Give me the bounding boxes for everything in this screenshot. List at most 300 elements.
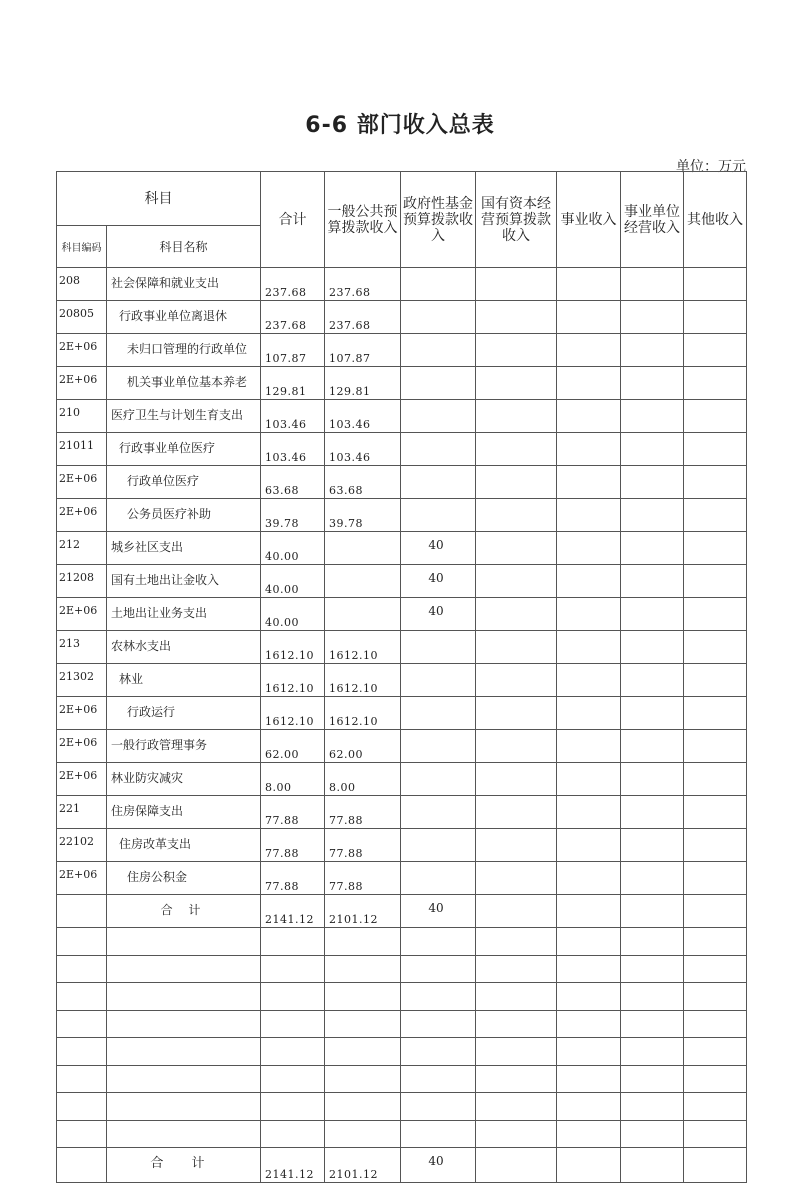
unit-label: 单位：万元 — [676, 159, 746, 175]
cell-general-budget: 77.88 — [325, 796, 401, 829]
cell-total: 77.88 — [261, 862, 325, 895]
cell-empty — [684, 631, 747, 664]
table-row — [57, 532, 747, 565]
cell-empty — [621, 730, 684, 763]
cell-empty — [621, 664, 684, 697]
cell-empty — [621, 334, 684, 367]
table-row — [57, 367, 747, 400]
cell-empty — [107, 983, 261, 1011]
cell-gov-fund — [401, 301, 476, 334]
cell-empty — [476, 631, 557, 664]
cell-general-budget: 63.68 — [325, 466, 401, 499]
cell-empty — [621, 1120, 684, 1148]
cell-code: 20805 — [57, 301, 107, 334]
header-other: 其他收入 — [684, 172, 747, 268]
blank-row — [57, 1038, 747, 1066]
cell-code: 21302 — [57, 664, 107, 697]
cell-gov-fund — [401, 631, 476, 664]
cell-empty — [684, 895, 747, 928]
cell-empty — [557, 664, 621, 697]
cell-empty — [684, 466, 747, 499]
cell-general-budget: 1612.10 — [325, 697, 401, 730]
cell-general-budget — [325, 532, 401, 565]
cell-empty — [476, 983, 557, 1011]
blank-row — [57, 1093, 747, 1121]
cell-empty — [684, 697, 747, 730]
blank-row — [57, 1065, 747, 1093]
cell-general-budget: 39.78 — [325, 499, 401, 532]
cell-name: 林业 — [107, 664, 261, 697]
cell-name: 行政单位医疗 — [107, 466, 261, 499]
cell-general-budget — [325, 565, 401, 598]
cell-empty — [557, 433, 621, 466]
cell-empty — [107, 1120, 261, 1148]
cell-name: 土地出让业务支出 — [107, 598, 261, 631]
cell-name: 农林水支出 — [107, 631, 261, 664]
cell-name: 行政事业单位离退休 — [107, 301, 261, 334]
cell-empty — [621, 301, 684, 334]
cell-name: 医疗卫生与计划生育支出 — [107, 400, 261, 433]
table-row — [57, 433, 747, 466]
cell-empty — [621, 466, 684, 499]
cell-empty — [476, 433, 557, 466]
cell-empty — [476, 763, 557, 796]
cell-empty — [557, 796, 621, 829]
cell-empty — [621, 631, 684, 664]
cell-gov-fund: 40 — [401, 565, 476, 598]
cell-empty — [621, 955, 684, 983]
cell-empty — [401, 1065, 476, 1093]
cell-empty — [684, 1010, 747, 1038]
cell-total: 237.68 — [261, 268, 325, 301]
cell-empty — [621, 433, 684, 466]
cell-empty — [476, 955, 557, 983]
cell-general-budget — [325, 598, 401, 631]
table-row — [57, 631, 747, 664]
cell-empty — [684, 499, 747, 532]
cell-empty — [621, 895, 684, 928]
cell-total: 1612.10 — [261, 697, 325, 730]
cell-empty — [557, 829, 621, 862]
cell-empty — [325, 955, 401, 983]
cell-code: 2E+06 — [57, 763, 107, 796]
cell-total: 63.68 — [261, 466, 325, 499]
header-total: 合计 — [261, 172, 325, 268]
cell-name: 公务员医疗补助 — [107, 499, 261, 532]
cell-empty — [57, 1010, 107, 1038]
cell-empty — [557, 631, 621, 664]
cell-empty — [401, 983, 476, 1011]
cell-empty — [621, 862, 684, 895]
cell-empty — [401, 1093, 476, 1121]
cell-empty — [621, 1148, 684, 1183]
cell-empty — [684, 367, 747, 400]
cell-total: 237.68 — [261, 301, 325, 334]
cell-empty — [325, 1065, 401, 1093]
cell-general-budget: 103.46 — [325, 400, 401, 433]
cell-name: 未归口管理的行政单位 — [107, 334, 261, 367]
table-row — [57, 334, 747, 367]
cell-empty — [476, 565, 557, 598]
cell-empty — [684, 983, 747, 1011]
header-business-income: 事业收入 — [557, 172, 621, 268]
cell-empty — [621, 532, 684, 565]
table-row — [57, 565, 747, 598]
subtotal-gov-fund: 40 — [401, 895, 476, 928]
cell-total: 107.87 — [261, 334, 325, 367]
table-row — [57, 466, 747, 499]
cell-name: 行政事业单位医疗 — [107, 433, 261, 466]
cell-empty — [401, 1120, 476, 1148]
cell-general-budget: 8.00 — [325, 763, 401, 796]
cell-name: 机关事业单位基本养老 — [107, 367, 261, 400]
cell-code: 2E+06 — [57, 730, 107, 763]
cell-total: 77.88 — [261, 829, 325, 862]
cell-empty — [476, 1148, 557, 1183]
cell-empty — [476, 796, 557, 829]
table-row — [57, 697, 747, 730]
cell-name: 林业防灾减灾 — [107, 763, 261, 796]
cell-general-budget: 62.00 — [325, 730, 401, 763]
subtotal-general-budget: 2101.12 — [325, 895, 401, 928]
cell-empty — [107, 928, 261, 956]
subtotal-total: 2141.12 — [261, 895, 325, 928]
cell-empty — [107, 1093, 261, 1121]
cell-name: 国有土地出让金收入 — [107, 565, 261, 598]
cell-code: 212 — [57, 532, 107, 565]
cell-empty — [621, 367, 684, 400]
cell-empty — [57, 1148, 107, 1183]
cell-code: 2E+06 — [57, 367, 107, 400]
cell-empty — [476, 730, 557, 763]
cell-gov-fund — [401, 433, 476, 466]
header-state-capital: 国有资本经营预算拨款收入 — [476, 172, 557, 268]
income-summary-table — [56, 171, 747, 1183]
cell-empty — [57, 1093, 107, 1121]
cell-code: 2E+06 — [57, 334, 107, 367]
cell-code: 21208 — [57, 565, 107, 598]
cell-total: 62.00 — [261, 730, 325, 763]
cell-empty — [557, 466, 621, 499]
blank-row — [57, 928, 747, 956]
cell-empty — [621, 796, 684, 829]
cell-code: 221 — [57, 796, 107, 829]
cell-empty — [476, 334, 557, 367]
cell-empty — [476, 862, 557, 895]
table-row — [57, 301, 747, 334]
cell-empty — [557, 1120, 621, 1148]
cell-empty — [621, 400, 684, 433]
cell-empty — [476, 598, 557, 631]
cell-empty — [476, 895, 557, 928]
cell-empty — [621, 1010, 684, 1038]
cell-general-budget: 237.68 — [325, 301, 401, 334]
cell-empty — [325, 1120, 401, 1148]
table-row — [57, 763, 747, 796]
cell-empty — [557, 499, 621, 532]
page-title: 6-6 部门收入总表 — [305, 113, 495, 138]
cell-empty — [476, 1065, 557, 1093]
cell-empty — [621, 1065, 684, 1093]
cell-empty — [621, 697, 684, 730]
cell-gov-fund — [401, 334, 476, 367]
cell-empty — [684, 796, 747, 829]
cell-empty — [557, 334, 621, 367]
cell-empty — [557, 367, 621, 400]
blank-row — [57, 983, 747, 1011]
cell-code: 21011 — [57, 433, 107, 466]
cell-empty — [476, 466, 557, 499]
table-row — [57, 796, 747, 829]
cell-name: 住房保障支出 — [107, 796, 261, 829]
cell-empty — [476, 1010, 557, 1038]
cell-empty — [621, 565, 684, 598]
cell-empty — [107, 1010, 261, 1038]
cell-gov-fund — [401, 499, 476, 532]
cell-empty — [261, 983, 325, 1011]
header-general-budget: 一般公共预算拨款收入 — [325, 172, 401, 268]
cell-empty — [684, 664, 747, 697]
cell-empty — [261, 1120, 325, 1148]
cell-general-budget: 77.88 — [325, 829, 401, 862]
cell-empty — [107, 1038, 261, 1066]
cell-empty — [684, 268, 747, 301]
cell-code: 210 — [57, 400, 107, 433]
cell-total: 1612.10 — [261, 664, 325, 697]
cell-empty — [621, 983, 684, 1011]
cell-code: 2E+06 — [57, 466, 107, 499]
cell-empty — [684, 598, 747, 631]
table-row — [57, 400, 747, 433]
cell-empty — [621, 598, 684, 631]
cell-empty — [476, 400, 557, 433]
cell-name: 城乡社区支出 — [107, 532, 261, 565]
cell-general-budget: 1612.10 — [325, 664, 401, 697]
cell-empty — [557, 598, 621, 631]
cell-total: 103.46 — [261, 400, 325, 433]
header-subject: 科目 — [57, 172, 261, 226]
cell-empty — [684, 763, 747, 796]
cell-empty — [684, 829, 747, 862]
blank-row — [57, 1120, 747, 1148]
cell-empty — [57, 1065, 107, 1093]
cell-empty — [401, 928, 476, 956]
cell-empty — [401, 1010, 476, 1038]
cell-empty — [325, 1093, 401, 1121]
cell-empty — [684, 730, 747, 763]
blank-row — [57, 955, 747, 983]
cell-gov-fund — [401, 664, 476, 697]
cell-empty — [557, 862, 621, 895]
cell-empty — [57, 928, 107, 956]
cell-empty — [557, 268, 621, 301]
cell-gov-fund — [401, 268, 476, 301]
cell-gov-fund — [401, 796, 476, 829]
cell-general-budget: 237.68 — [325, 268, 401, 301]
cell-empty — [557, 895, 621, 928]
cell-name: 住房改革支出 — [107, 829, 261, 862]
header-code: 科目编码 — [57, 226, 107, 268]
cell-gov-fund: 40 — [401, 598, 476, 631]
cell-code: 2E+06 — [57, 499, 107, 532]
cell-empty — [621, 928, 684, 956]
cell-gov-fund — [401, 829, 476, 862]
grand-total-label: 合 计 — [107, 1148, 261, 1183]
cell-total: 40.00 — [261, 565, 325, 598]
cell-empty — [621, 1093, 684, 1121]
cell-empty — [557, 1093, 621, 1121]
subtotal-row — [57, 895, 747, 928]
cell-empty — [557, 1010, 621, 1038]
cell-empty — [621, 763, 684, 796]
cell-empty — [401, 955, 476, 983]
cell-empty — [621, 499, 684, 532]
grand-total-total: 2141.12 — [261, 1148, 325, 1183]
cell-gov-fund — [401, 400, 476, 433]
cell-empty — [261, 1038, 325, 1066]
cell-code: 208 — [57, 268, 107, 301]
cell-empty — [684, 400, 747, 433]
cell-empty — [476, 499, 557, 532]
cell-empty — [684, 1038, 747, 1066]
cell-empty — [557, 730, 621, 763]
cell-general-budget: 129.81 — [325, 367, 401, 400]
cell-empty — [684, 334, 747, 367]
cell-empty — [557, 400, 621, 433]
cell-gov-fund — [401, 862, 476, 895]
cell-empty — [684, 862, 747, 895]
cell-empty — [557, 1038, 621, 1066]
header-unit-operating: 事业单位经营收入 — [621, 172, 684, 268]
table-row — [57, 829, 747, 862]
cell-total: 129.81 — [261, 367, 325, 400]
header-gov-fund: 政府性基金预算拨款收入 — [401, 172, 476, 268]
cell-empty — [557, 301, 621, 334]
cell-empty — [557, 1148, 621, 1183]
cell-empty — [261, 1065, 325, 1093]
cell-empty — [261, 928, 325, 956]
cell-empty — [476, 697, 557, 730]
cell-empty — [557, 928, 621, 956]
cell-general-budget: 1612.10 — [325, 631, 401, 664]
cell-empty — [57, 1120, 107, 1148]
cell-empty — [557, 1065, 621, 1093]
table-row — [57, 862, 747, 895]
cell-code: 2E+06 — [57, 697, 107, 730]
cell-empty — [476, 367, 557, 400]
cell-code: 213 — [57, 631, 107, 664]
cell-empty — [684, 433, 747, 466]
cell-empty — [557, 532, 621, 565]
cell-code: 2E+06 — [57, 862, 107, 895]
table-row — [57, 499, 747, 532]
cell-empty — [401, 1038, 476, 1066]
cell-empty — [325, 983, 401, 1011]
blank-row — [57, 1010, 747, 1038]
cell-empty — [621, 268, 684, 301]
cell-gov-fund — [401, 730, 476, 763]
cell-empty — [476, 1038, 557, 1066]
cell-empty — [325, 1010, 401, 1038]
cell-empty — [325, 928, 401, 956]
cell-empty — [684, 301, 747, 334]
grand-total-gov-fund: 40 — [401, 1148, 476, 1183]
cell-empty — [107, 955, 261, 983]
cell-code: 22102 — [57, 829, 107, 862]
cell-general-budget: 103.46 — [325, 433, 401, 466]
cell-total: 40.00 — [261, 598, 325, 631]
cell-gov-fund — [401, 697, 476, 730]
cell-empty — [476, 1093, 557, 1121]
cell-empty — [476, 829, 557, 862]
cell-empty — [57, 983, 107, 1011]
table-row — [57, 664, 747, 697]
cell-name: 社会保障和就业支出 — [107, 268, 261, 301]
cell-name: 一般行政管理事务 — [107, 730, 261, 763]
cell-total: 8.00 — [261, 763, 325, 796]
table-row — [57, 730, 747, 763]
subtotal-label: 合 计 — [107, 895, 261, 928]
cell-empty — [476, 1120, 557, 1148]
cell-total: 1612.10 — [261, 631, 325, 664]
cell-empty — [476, 301, 557, 334]
cell-empty — [261, 1093, 325, 1121]
cell-empty — [557, 763, 621, 796]
cell-empty — [261, 1010, 325, 1038]
grand-total-row — [57, 1148, 747, 1183]
cell-empty — [57, 955, 107, 983]
cell-empty — [476, 532, 557, 565]
cell-empty — [684, 565, 747, 598]
cell-total: 77.88 — [261, 796, 325, 829]
cell-total: 103.46 — [261, 433, 325, 466]
cell-empty — [57, 895, 107, 928]
cell-empty — [325, 1038, 401, 1066]
cell-empty — [621, 829, 684, 862]
cell-empty — [476, 928, 557, 956]
cell-empty — [684, 1093, 747, 1121]
cell-empty — [684, 1148, 747, 1183]
cell-empty — [621, 1038, 684, 1066]
cell-empty — [557, 955, 621, 983]
cell-empty — [684, 1120, 747, 1148]
cell-empty — [57, 1038, 107, 1066]
table-row — [57, 268, 747, 301]
cell-empty — [557, 983, 621, 1011]
cell-empty — [476, 268, 557, 301]
cell-empty — [684, 955, 747, 983]
table-row — [57, 598, 747, 631]
cell-empty — [557, 565, 621, 598]
cell-gov-fund — [401, 367, 476, 400]
cell-gov-fund — [401, 466, 476, 499]
cell-general-budget: 77.88 — [325, 862, 401, 895]
cell-name: 行政运行 — [107, 697, 261, 730]
header-name: 科目名称 — [107, 226, 261, 268]
cell-name: 住房公积金 — [107, 862, 261, 895]
cell-code: 2E+06 — [57, 598, 107, 631]
cell-gov-fund — [401, 763, 476, 796]
cell-empty — [261, 955, 325, 983]
cell-empty — [557, 697, 621, 730]
cell-general-budget: 107.87 — [325, 334, 401, 367]
grand-total-general-budget: 2101.12 — [325, 1148, 401, 1183]
cell-gov-fund: 40 — [401, 532, 476, 565]
cell-empty — [684, 928, 747, 956]
cell-empty — [107, 1065, 261, 1093]
cell-empty — [476, 664, 557, 697]
cell-empty — [684, 1065, 747, 1093]
